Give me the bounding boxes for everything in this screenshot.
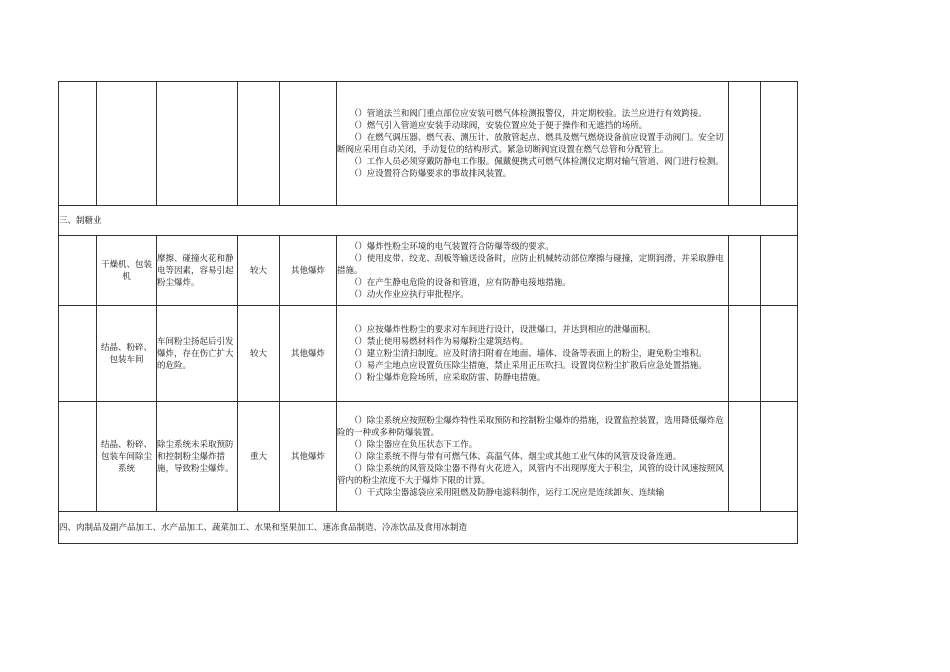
factor-cell: 摩擦、碰撞火花和静电等因素，容易引起粉尘爆炸。 xyxy=(157,236,238,306)
category-cell xyxy=(59,82,97,206)
measure-item: （）在产生静电危险的设备和管道，应有防静电接地措施。 xyxy=(349,277,571,288)
measures-cell xyxy=(337,236,729,306)
measure-item: （）应设置符合防爆要求的事故排风装置。 xyxy=(349,168,512,179)
extra-cell xyxy=(729,402,761,512)
level-cell: 较大 xyxy=(238,236,280,306)
unit-cell: 干燥机、包装机 xyxy=(97,236,157,306)
measure-item: （）爆炸性粉尘环境的电气装置符合防爆等级的要求。 xyxy=(349,241,554,252)
measure-item: （）建立粉尘清扫制度。应及时清扫附着在地面、墙体、设备等表面上的粉尘，避免粉尘堆积。 xyxy=(349,348,707,359)
measure-item: （）动火作业应执行审批程序。 xyxy=(349,289,469,300)
level-cell xyxy=(238,82,280,206)
extra-cell xyxy=(729,236,761,306)
measure-item: （）粉尘爆炸危险场所，应采取防雷、防静电措施。 xyxy=(349,372,546,383)
measures-cell xyxy=(337,402,729,512)
level-cell: 重大 xyxy=(238,402,280,512)
section-row xyxy=(59,206,798,236)
measure-item: （）除尘系统不得与带有可燃气体、高温气体、烟尘或其他工业气体的风管及设备连通。 xyxy=(349,451,682,462)
measure-item: （）管道法兰和阀门重点部位应安装可燃气体检测报警仪，并定期校验。法兰应进行有效跨接。 xyxy=(349,108,707,119)
section-row xyxy=(59,512,798,544)
measure-item: （）除尘器应在负压状态下工作。 xyxy=(349,439,478,450)
category-cell xyxy=(59,236,97,306)
measure-item: （）工作人员必须穿戴防静电工作服。佩戴便携式可燃气体检测仪定期对输气管道、阀门进行检测。 xyxy=(349,156,724,167)
measure-item: （）禁止使用易燃材料作为易爆粉尘建筑结构。 xyxy=(349,336,529,347)
hazard-table xyxy=(58,81,798,544)
type-cell: 其他爆炸 xyxy=(280,306,337,402)
level-cell: 较大 xyxy=(238,306,280,402)
table-row xyxy=(59,402,798,512)
factor-cell: 除尘系统未采取预防和控制粉尘爆炸措施，导致粉尘爆炸。 xyxy=(157,402,238,512)
extra-cell xyxy=(761,402,798,512)
type-cell xyxy=(280,82,337,206)
extra-cell xyxy=(761,82,798,206)
measures-cell xyxy=(337,306,729,402)
extra-cell xyxy=(729,306,761,402)
measure-item: （）应按爆炸性粉尘的要求对车间进行设计，设泄爆口，并达到相应的泄爆面积。 xyxy=(349,324,656,335)
measure-item: （）使用皮带、绞龙、刮板等输送设备时，应防止机械转动部位摩擦与碰撞，定期润滑，并采取静电措施。 xyxy=(337,253,724,276)
extra-cell xyxy=(761,236,798,306)
unit-cell: 结晶、粉碎、包装车间 xyxy=(97,306,157,402)
measure-item: （）干式除尘器滤袋应采用阻燃及防静电滤料制作，运行工况应是连续卸灰、连续输 xyxy=(349,487,665,498)
factor-cell: 车间粉尘扬起后引发爆炸，存在伤亡扩大的危险。 xyxy=(157,306,238,402)
type-cell: 其他爆炸 xyxy=(280,236,337,306)
section-title: 四、肉制品及副产品加工、水产品加工、蔬菜加工、水果和坚果加工、速冻食品制造、冷冻饮品及食用冰制造 xyxy=(59,512,798,544)
table-row xyxy=(59,82,798,206)
measure-item: （）除尘系统应按照粉尘爆炸特性采取预防和控制粉尘爆炸的措施，设置监控装置，选用降低爆炸危险的一种或多种防爆装置。 xyxy=(337,415,724,438)
type-cell: 其他爆炸 xyxy=(280,402,337,512)
measures-cell xyxy=(337,82,729,206)
unit-cell xyxy=(97,82,157,206)
category-cell xyxy=(59,306,97,402)
unit-cell: 结晶、粉碎、包装车间除尘系统 xyxy=(97,402,157,512)
section-title: 三、制糖业 xyxy=(59,206,798,236)
factor-cell xyxy=(157,82,238,206)
extra-cell xyxy=(761,306,798,402)
table-row xyxy=(59,236,798,306)
measure-item: （）在燃气调压器、燃气表、测压计、放散管起点、燃具及燃气燃烧设备前应设置手动阀门。安全切断阀应采用自动关闭，手动复位的结构形式。紧急切断阀宜设置在燃气总管和分配管上。 xyxy=(337,132,724,155)
category-cell xyxy=(59,402,97,512)
table-row xyxy=(59,306,798,402)
measure-item: （）除尘系统的风管及除尘器不得有火花进入，风管内不出现厚度大于积尘，风管的设计风速按照风管内的粉尘浓度不大于爆炸下限的计算。 xyxy=(337,463,724,486)
measure-item: （）燃气引入管道应安装手动球阀，安装位置应处于便于操作和无遮挡的场所。 xyxy=(349,120,648,131)
extra-cell xyxy=(729,82,761,206)
measure-item: （）易产尘地点应设置负压除尘措施，禁止采用正压吹扫。设置岗位粉尘扩散后应急处置措施。 xyxy=(349,360,707,371)
